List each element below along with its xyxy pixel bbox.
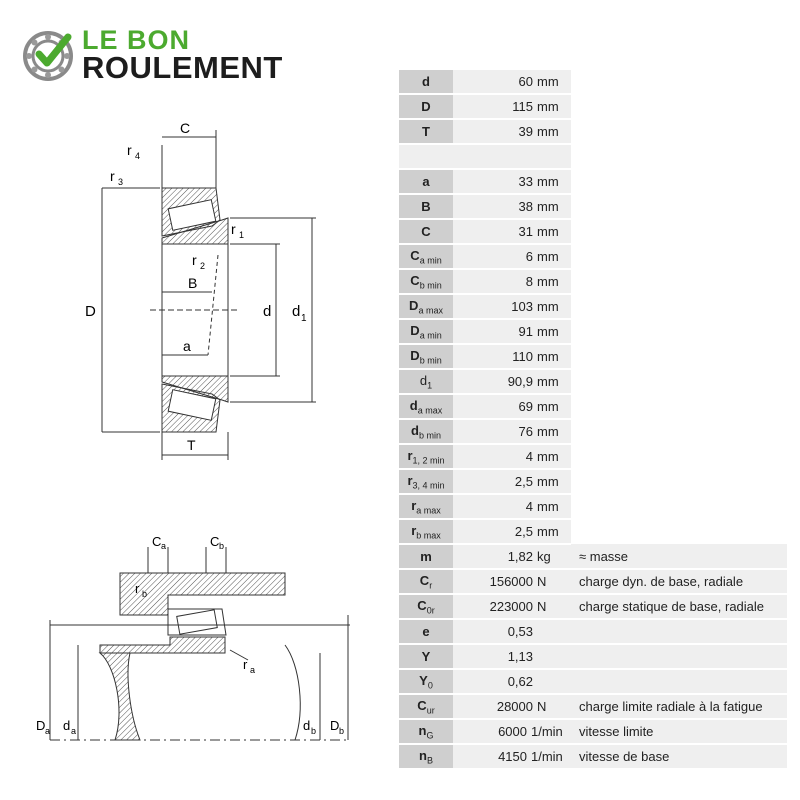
spec-number: 4 [525, 499, 533, 514]
spec-number: 4150 [498, 749, 527, 764]
spec-description: vitesse de base [571, 744, 787, 769]
spec-key-subscript: 3, 4 min [412, 480, 445, 491]
spec-row [399, 94, 787, 119]
spec-key-subscript: b min [419, 355, 442, 366]
spec-number: 39 [518, 124, 533, 139]
spec-key [399, 394, 453, 419]
spec-key-subscript: 1, 2 min [412, 455, 445, 466]
spec-key-symbol: n [418, 722, 427, 738]
label-r2-sub: 2 [200, 261, 206, 271]
spec-row [399, 444, 787, 469]
spec-key-symbol: B [421, 199, 431, 214]
spec-number: 2,5 [514, 474, 533, 489]
spec-key-symbol: e [422, 624, 430, 639]
spec-value [453, 369, 571, 394]
spec-key-symbol: a [422, 174, 430, 189]
spec-number: 90,9 [507, 374, 533, 389]
label-db: d [303, 718, 311, 733]
spec-key [399, 319, 453, 344]
spec-row [399, 494, 787, 519]
spec-number: 103 [511, 299, 533, 314]
spec-unit: mm [537, 124, 559, 139]
spec-value [453, 194, 571, 219]
spec-key-subscript: 1 [427, 380, 433, 391]
spec-key [399, 694, 453, 719]
spec-key-symbol: T [422, 124, 430, 139]
label-r4-sub: 4 [135, 151, 141, 161]
spec-number: 2,5 [514, 524, 533, 539]
brand-line1: LE BON [82, 25, 191, 55]
spec-key-symbol: D [410, 322, 420, 338]
spec-key [399, 719, 453, 744]
spec-row [399, 419, 787, 444]
spec-key [399, 569, 453, 594]
spec-key-symbol: d [419, 372, 428, 388]
label-T: T [187, 437, 196, 453]
spec-key-symbol: m [420, 549, 432, 564]
label-ra: r [243, 657, 248, 672]
spec-key [399, 244, 453, 269]
label-db-sub: b [311, 726, 317, 736]
spec-key-subscript: a min [419, 330, 442, 341]
spec-key-subscript: a max [416, 505, 441, 516]
spec-key-subscript: 0 [427, 680, 433, 691]
spec-description: charge statique de base, radiale [571, 594, 787, 619]
spec-value [453, 319, 571, 344]
spec-value [453, 269, 571, 294]
spec-number: 115 [512, 99, 533, 114]
spec-key [399, 444, 453, 469]
spec-row [399, 369, 787, 394]
spec-unit: mm [537, 224, 559, 239]
spec-key [399, 219, 453, 244]
label-d: d [263, 303, 272, 320]
spec-value [453, 444, 571, 469]
spec-unit: mm [537, 399, 559, 414]
spec-number: 156000 [489, 574, 533, 589]
spec-number: 69 [518, 399, 533, 414]
spec-unit: mm [537, 299, 559, 314]
spec-description: charge limite radiale à la fatigue [571, 694, 787, 719]
spec-row [399, 70, 787, 94]
spec-key [399, 294, 453, 319]
spec-key [399, 269, 453, 294]
spec-value [453, 244, 571, 269]
spec-key [399, 469, 453, 494]
spec-number: 8 [525, 274, 533, 289]
spec-value [453, 694, 571, 719]
spec-number: 33 [518, 174, 533, 189]
spec-row [399, 469, 787, 494]
spec-row [399, 644, 787, 669]
spec-key [399, 194, 453, 219]
spec-key-symbol: d [411, 422, 419, 438]
spec-key [399, 94, 453, 119]
spec-key [399, 619, 453, 644]
spec-value [453, 569, 571, 594]
spec-key [399, 594, 453, 619]
spec-key-subscript: G [426, 730, 434, 741]
label-D: D [85, 303, 96, 320]
spec-key-subscript: ur [426, 705, 435, 716]
spec-row-spacer [399, 144, 571, 169]
spec-key-symbol: C [417, 697, 427, 713]
spec-number: 223000 [489, 599, 533, 614]
spec-key-subscript: a max [417, 405, 443, 416]
spec-key [399, 519, 453, 544]
spec-value [453, 344, 571, 369]
spec-row [399, 669, 787, 694]
spec-key [399, 119, 453, 144]
spec-description: charge dyn. de base, radiale [571, 569, 787, 594]
spec-row [399, 194, 787, 219]
spec-value [453, 494, 571, 519]
spec-value [453, 719, 571, 744]
spec-row [399, 744, 787, 769]
spec-key-symbol: C [410, 247, 420, 263]
spec-value [453, 419, 571, 444]
spec-number: 76 [518, 424, 533, 439]
spec-row [399, 394, 787, 419]
label-r3-sub: 3 [118, 177, 124, 187]
spec-key-symbol: n [419, 747, 427, 763]
spec-value [453, 519, 571, 544]
spec-number: 60 [518, 74, 533, 89]
spec-key-subscript: b max [416, 530, 441, 541]
label-ra-sub: a [250, 665, 256, 675]
spec-row [399, 519, 787, 544]
spec-unit: mm [537, 274, 559, 289]
label-a: a [183, 338, 191, 354]
spec-unit: mm [537, 424, 559, 439]
spec-row [399, 244, 787, 269]
spec-key-subscript: 0r [426, 605, 435, 616]
spec-key-symbol: d [409, 397, 418, 413]
spec-unit: kg [537, 549, 551, 564]
spec-key-symbol: C [419, 572, 430, 588]
brand-line2: ROULEMENT [82, 50, 283, 85]
spec-key-symbol: r [411, 522, 417, 538]
spec-key [399, 344, 453, 369]
spec-description: vitesse limite [571, 719, 787, 744]
spec-key-symbol: d [422, 74, 430, 89]
spec-value [453, 94, 571, 119]
specifications-table [399, 70, 787, 770]
spec-unit: 1/min [531, 724, 563, 739]
spec-value [453, 70, 571, 94]
spec-key [399, 544, 453, 569]
label-Da-sub: a [45, 726, 51, 736]
spec-unit: N [537, 599, 547, 614]
spec-description [571, 619, 787, 644]
spec-number: 28000 [496, 699, 533, 714]
spec-unit: mm [537, 449, 559, 464]
label-C: C [180, 120, 191, 136]
spec-key-symbol: Y [421, 649, 431, 664]
spec-description [571, 644, 787, 669]
spec-unit: mm [537, 174, 559, 189]
spec-key-symbol: D [409, 297, 419, 313]
spec-key-symbol: Y [419, 672, 428, 688]
label-Da: D [36, 718, 46, 733]
spec-key [399, 744, 453, 769]
bearing-dimension-drawing [80, 110, 340, 470]
spec-unit: mm [537, 199, 559, 214]
spec-key-subscript: r [429, 580, 433, 591]
spec-number: 38 [518, 199, 533, 214]
spec-row [399, 344, 787, 369]
spec-key [399, 369, 453, 394]
label-B: B [188, 275, 198, 291]
spec-row [399, 544, 787, 569]
specifications-body [399, 70, 787, 769]
spec-unit: mm [537, 499, 559, 514]
spec-key-symbol: C [417, 597, 427, 613]
mounting-dimension-drawing [30, 525, 370, 775]
spec-number: 0,62 [507, 674, 533, 689]
label-Cb-sub: b [219, 541, 225, 551]
label-rb-sub: b [142, 589, 148, 599]
spec-unit: mm [537, 474, 559, 489]
spec-row [399, 294, 787, 319]
label-rb: r [135, 581, 140, 596]
label-d1: d [292, 303, 301, 320]
spec-value [453, 594, 571, 619]
spec-key-subscript: B [426, 755, 433, 766]
spec-value [453, 294, 571, 319]
spec-value [453, 619, 571, 644]
label-da-sub: a [71, 726, 77, 736]
spec-number: 1,13 [507, 649, 533, 664]
label-r1-sub: 1 [239, 230, 245, 240]
spec-unit: mm [537, 324, 559, 339]
spec-unit: mm [537, 374, 559, 389]
label-r3: r [110, 168, 115, 184]
spec-value [453, 169, 571, 194]
spec-key [399, 644, 453, 669]
spec-unit: mm [537, 74, 559, 89]
spec-description [571, 669, 787, 694]
spec-number: 91 [518, 324, 533, 339]
spec-value [453, 119, 571, 144]
spec-number: 6000 [498, 724, 527, 739]
spec-number: 31 [518, 224, 533, 239]
spec-value [453, 219, 571, 244]
spec-value [453, 669, 571, 694]
spec-number: 6 [525, 249, 533, 264]
spec-row [399, 219, 787, 244]
spec-row [399, 594, 787, 619]
spec-row [399, 169, 787, 194]
label-Ca-sub: a [161, 541, 167, 551]
spec-unit: 1/min [531, 749, 563, 764]
spec-value [453, 544, 571, 569]
spec-number: 1,82 [507, 549, 533, 564]
label-Cb: C [210, 534, 220, 549]
spec-number: 110 [512, 349, 533, 364]
spec-unit: mm [537, 99, 559, 114]
spec-number: 4 [525, 449, 533, 464]
spec-row [399, 269, 787, 294]
spec-number: 0,53 [507, 624, 533, 639]
spec-unit: mm [537, 524, 559, 539]
spec-unit: N [537, 699, 547, 714]
spec-description: ≈ masse [571, 544, 787, 569]
brand-logo [22, 24, 302, 84]
bearing-check-icon [22, 28, 76, 82]
label-r1: r [231, 221, 236, 237]
spec-row [399, 694, 787, 719]
label-Db: D [330, 718, 340, 733]
spec-row [399, 119, 787, 144]
label-r4: r [127, 142, 132, 158]
spec-value [453, 469, 571, 494]
spec-key-subscript: a max [418, 305, 443, 316]
label-r2: r [192, 252, 197, 268]
spec-key-symbol: D [421, 99, 431, 114]
spec-key-symbol: C [421, 224, 431, 239]
spec-key [399, 669, 453, 694]
spec-value [453, 394, 571, 419]
label-d1-sub: 1 [301, 313, 307, 324]
spec-unit: N [537, 574, 547, 589]
spec-key-symbol: r [407, 447, 413, 463]
label-da: d [63, 718, 71, 733]
spec-row [399, 619, 787, 644]
spec-unit: mm [537, 249, 559, 264]
spec-key-symbol: r [407, 472, 413, 488]
spec-value [453, 744, 571, 769]
spec-key [399, 169, 453, 194]
spec-value [453, 644, 571, 669]
spec-key [399, 494, 453, 519]
spec-unit: mm [537, 349, 559, 364]
spec-key [399, 419, 453, 444]
spec-key-subscript: b min [419, 280, 442, 291]
spec-key-symbol: r [411, 497, 417, 513]
spec-row [399, 144, 787, 169]
label-Db-sub: b [339, 726, 345, 736]
spec-key-subscript: b min [418, 430, 441, 441]
spec-row [399, 569, 787, 594]
spec-row [399, 319, 787, 344]
spec-key-symbol: C [410, 272, 420, 288]
label-Ca: C [152, 534, 162, 549]
spec-key-subscript: a min [419, 255, 442, 266]
spec-key-symbol: D [410, 347, 420, 363]
spec-row [399, 719, 787, 744]
spec-key [399, 70, 453, 94]
